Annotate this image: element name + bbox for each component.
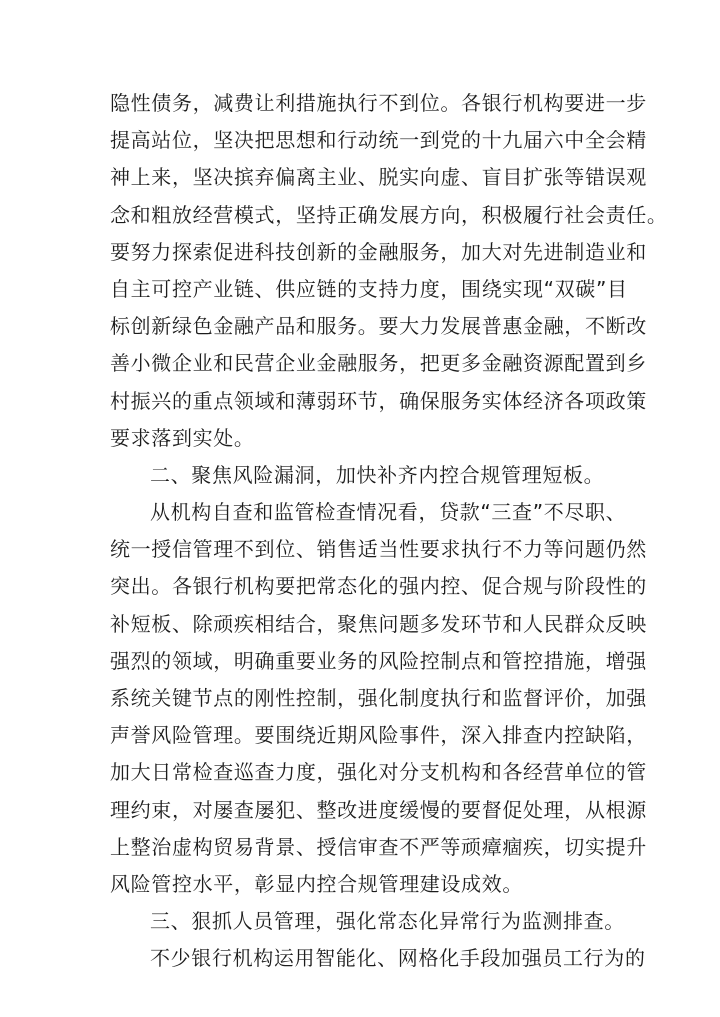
text-line: 念和粗放经营模式，坚持正确发展方向，积极履行社会责任。: [110, 202, 668, 227]
text-line: 补短板、除顽疾相结合，聚焦问题多发环节和人民群众反映: [110, 611, 647, 636]
text-line: 加大日常检查巡查力度，强化对分支机构和各经营单位的管: [110, 760, 647, 785]
text-line: 理约束，对屡查屡犯、整改进度缓慢的要督促处理，从根源: [110, 797, 647, 822]
text-line: 神上来，坚决摈弃偏离主业、脱实向虚、盲目扩张等错误观: [110, 165, 647, 190]
text-line: 要努力探索促进科技创新的金融服务，加大对先进制造业和: [110, 239, 647, 264]
text-line: 自主可控产业链、供应链的支持力度，围绕实现“双碳”目: [110, 276, 628, 301]
paragraph-start: 不少银行机构运用智能化、网格化手段加强员工行为的: [150, 946, 646, 971]
text-line: 善小微企业和民营企业金融服务，把更多金融资源配置到乡: [110, 351, 647, 376]
text-line: 上整治虚构贸易背景、授信审查不严等顽瘴痼疾，切实提升: [110, 834, 647, 859]
section-heading-3: 三、狠抓人员管理，强化常态化异常行为监测排查。: [150, 909, 625, 934]
text-line: 系统关键节点的刚性控制，强化制度执行和监督评价，加强: [110, 686, 647, 710]
text-line: 声誉风险管理。要围绕近期风险事件，深入排查内控缺陷，: [110, 723, 647, 748]
text-line: 统一授信管理不到位、销售适当性要求执行不力等问题仍然: [110, 537, 647, 562]
text-line: 强烈的领域，明确重要业务的风险控制点和管控措施，增强: [110, 648, 647, 673]
text-line: 村振兴的重点领域和薄弱环节，确保服务实体经济各项政策: [110, 388, 647, 413]
text-line: 风险管控水平，彰显内控合规管理建设成效。: [110, 871, 523, 896]
text-line: 标创新绿色金融产品和服务。要大力发展普惠金融，不断改: [110, 314, 647, 339]
text-line: 提高站位，坚决把思想和行动统一到党的十九届六中全会精: [110, 128, 647, 153]
document-body: [110, 85, 668, 978]
text-line: 要求落到实处。: [110, 425, 255, 450]
text-line: 隐性债务，减费让利措施执行不到位。各银行机构要进一步: [110, 91, 647, 115]
paragraph-start: 从机构自查和监管检查情况看，贷款“三查”不尽职、: [150, 500, 627, 525]
section-heading-2: 二、聚焦风险漏洞，加快补齐内控合规管理短板。: [150, 462, 605, 487]
text-line: 突出。各银行机构要把常态化的强内控、促合规与阶段性的: [110, 574, 647, 599]
